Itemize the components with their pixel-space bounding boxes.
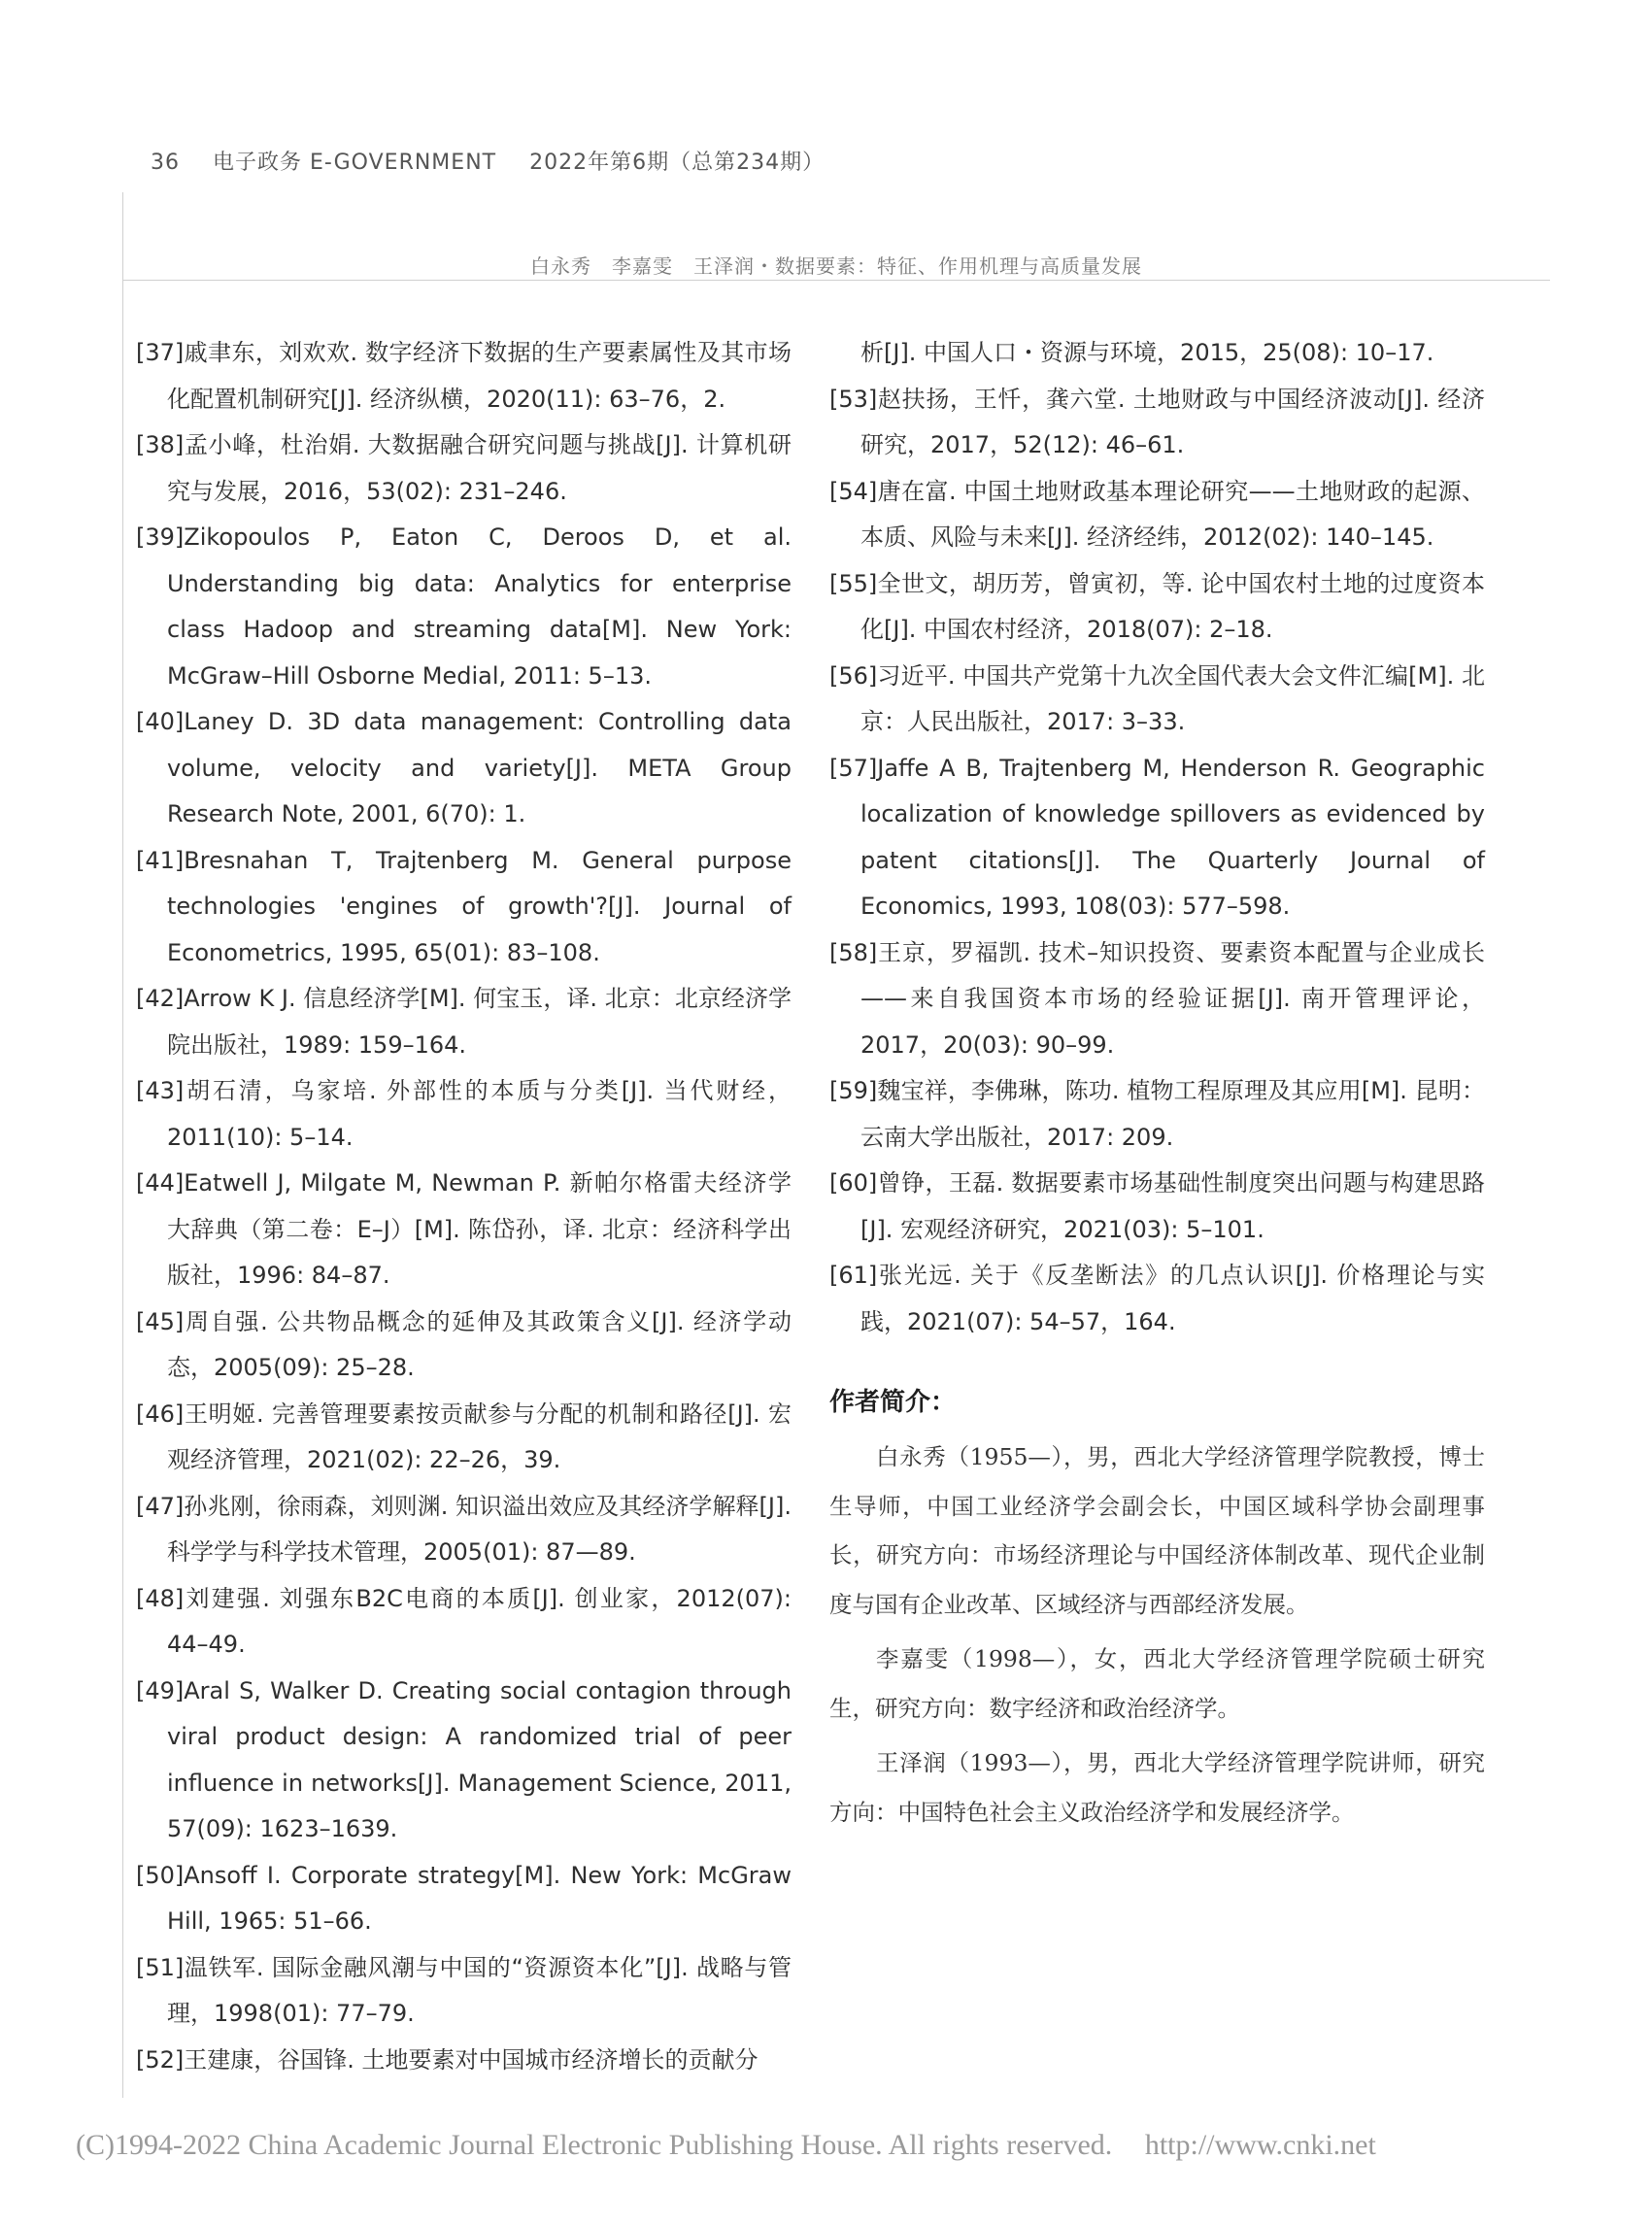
reference-item: [38]孟小峰，杜治娟. 大数据融合研究问题与挑战[J]. 计算机研究与发展，2016，53(02): 231–246.	[136, 431, 792, 505]
page-number: 36	[151, 151, 180, 175]
reference-item: [50]Ansoff I. Corporate strategy[M]. New York: McGraw Hill, 1965: 51–66.	[136, 1861, 792, 1935]
reference-item: [54]唐在富. 中国土地财政基本理论研究——土地财政的起源、本质、风险与未来[J]. 经济经纬，2012(02): 140–145.	[829, 477, 1485, 551]
reference-item: [48]刘建强. 刘强东B2C电商的本质[J]. 创业家，2012(07): 44–49.	[136, 1584, 792, 1658]
reference-item: [47]孙兆刚，徐雨森，刘则渊. 知识溢出效应及其经济学解释[J]. 科学学与科学技术管理，2005(01): 87—89.	[136, 1492, 792, 1566]
copyright-notice: (C)1994-2022 China Academic Journal Electronic Publishing House. All rights reserved.	[76, 2129, 1113, 2161]
reference-item: [41]Bresnahan T, Trajtenberg M. General purpose technologies 'engines of growth'?[J]. Journal of Econometrics, 1995, 65(01): 83–108.	[136, 846, 792, 966]
reference-item: [59]魏宝祥，李佛琳，陈功. 植物工程原理及其应用[M]. 昆明：云南大学出版社，2017: 209.	[829, 1077, 1485, 1151]
reference-item: [51]温铁军. 国际金融风潮与中国的“资源资本化”[J]. 战略与管理，1998(01): 77–79.	[136, 1953, 792, 2027]
reference-item: [46]王明姬. 完善管理要素按贡献参与分配的机制和路径[J]. 宏观经济管理，2021(02): 22–26，39.	[136, 1400, 792, 1473]
reference-item: [56]习近平. 中国共产党第十九次全国代表大会文件汇编[M]. 北京：人民出版社，2017: 3–33.	[829, 661, 1485, 735]
author-bio: 王泽润（1993—），男，西北大学经济管理学院讲师，研究方向：中国特色社会主义政治经济学和发展经济学。	[829, 1749, 1485, 1826]
reference-item: [43]胡石清，乌家培. 外部性的本质与分类[J]. 当代财经，2011(10): 5–14.	[136, 1077, 792, 1151]
issue-info: 2022年第6期（总第234期）	[529, 151, 826, 175]
header-rule	[122, 280, 1550, 281]
reference-item: [61]张光远. 关于《反垄断法》的几点认识[J]. 价格理论与实践，2021(07): 54–57，164.	[829, 1262, 1485, 1335]
reference-continuation: 析[J]. 中国人口・资源与环境，2015，25(08): 10–17.	[860, 339, 1434, 366]
reference-item: [45]周自强. 公共物品概念的延伸及其政策含义[J]. 经济学动态，2005(09): 25–28.	[136, 1307, 792, 1381]
reference-item: [60]曾铮，王磊. 数据要素市场基础性制度突出问题与构建思路[J]. 宏观经济研究，2021(03): 5–101.	[829, 1169, 1485, 1243]
references-right-column	[829, 330, 1485, 1837]
reference-item: [55]全世文，胡历芳，曾寅初，等. 论中国农村土地的过度资本化[J]. 中国农村经济，2018(07): 2–18.	[829, 569, 1485, 643]
author-bio: 李嘉雯（1998—），女，西北大学经济管理学院硕士研究生，研究方向：数字经济和政治经济学。	[829, 1645, 1485, 1722]
author-intro-heading: 作者简介：	[829, 1388, 957, 1417]
author-bio: 白永秀（1955—），男，西北大学经济管理学院教授，博士生导师，中国工业经济学会副会长，中国区域科学协会副理事长，研究方向：市场经济理论与中国经济体制改革、现代企业制度与国有企业改革、区域经济与西部经济发展。	[829, 1443, 1485, 1618]
reference-item: [58]王京，罗福凯. 技术–知识投资、要素资本配置与企业成长——来自我国资本市场的经验证据[J]. 南开管理评论，2017，20(03): 90–99.	[829, 938, 1485, 1059]
website-url: http://www.cnki.net	[1144, 2129, 1376, 2161]
reference-item: [39]Zikopoulos P, Eaton C, Deroos D, et al. Understanding big data: Analytics for enterprise class Hadoop and streaming data[M]. New York: McGraw–Hill Osborne Medial, 2011: 5–13.	[136, 523, 792, 690]
page-header	[151, 146, 850, 176]
running-title: 白永秀 李嘉雯 王泽润・数据要素：特征、作用机理与高质量发展	[530, 254, 1142, 278]
references-left-column	[136, 330, 792, 2083]
reference-item: [52]王建康，谷国锋. 土地要素对中国城市经济增长的贡献分	[136, 2045, 759, 2074]
reference-item: [49]Aral S, Walker D. Creating social contagion through viral product design: A randomized trial of peer influence in networks[J]. Management Science, 2011, 57(09): 1623–1639.	[136, 1676, 792, 1842]
reference-item: [37]戚聿东，刘欢欢. 数字经济下数据的生产要素属性及其市场化配置机制研究[J]. 经济纵横，2020(11): 63–76，2.	[136, 339, 792, 413]
reference-item: [40]Laney D. 3D data management: Controlling data volume, velocity and variety[J]. META Group Research Note, 2001, 6(70): 1.	[136, 708, 792, 827]
reference-item: [42]Arrow K J. 信息经济学[M]. 何宝玉，译. 北京：北京经济学院出版社，1989: 159–164.	[136, 985, 792, 1059]
reference-item: [44]Eatwell J, Milgate M, Newman P. 新帕尔格雷夫经济学大辞典（第二卷：E–J）[M]. 陈岱孙，译. 北京：经济科学出版社，1996: 84–87.	[136, 1169, 792, 1289]
reference-item: [57]Jaffe A B, Trajtenberg M, Henderson R. Geographic localization of knowledge spillovers as evidenced by patent citations[J]. The Quarterly Journal of Economics, 1993, 108(03): 577–598.	[829, 754, 1485, 920]
left-margin-rule	[122, 192, 123, 2098]
reference-item: [53]赵扶扬，王忏，龚六堂. 土地财政与中国经济波动[J]. 经济研究，2017，52(12): 46–61.	[829, 385, 1485, 458]
journal-name: 电子政务 E-GOVERNMENT	[213, 151, 497, 175]
page-footer	[76, 2129, 1401, 2162]
